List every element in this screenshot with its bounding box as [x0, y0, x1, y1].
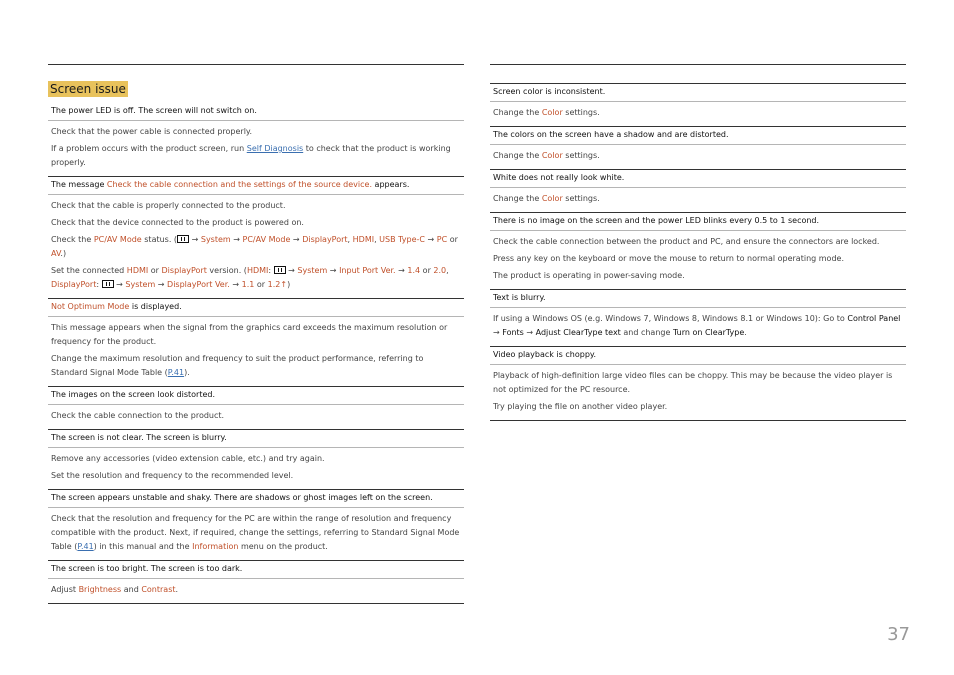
answer: Press any key on the keyboard or move the mouse to return to normal operating mode. [493, 254, 844, 263]
answer: This message appears when the signal from the graphics card exceeds the maximum resolution or frequency for the product. [51, 323, 448, 346]
menu-term: System [200, 235, 231, 244]
issue-question: The message Check the cable connection and the settings of the source device. appears. [48, 177, 464, 195]
self-diagnosis-link[interactable]: Self Diagnosis [246, 144, 304, 153]
issue-block [48, 561, 464, 604]
issue-answers [48, 579, 464, 603]
menu-term: HDMI [246, 266, 269, 275]
issue-question: White does not really look white. [490, 170, 906, 188]
answer: Change the Color settings. [493, 151, 600, 160]
menu-icon [274, 266, 286, 274]
issue-answers [490, 231, 906, 289]
issue-answers [48, 317, 464, 386]
page-number: 37 [887, 624, 910, 645]
message-text: Check the cable connection and the settings of the source device. [106, 180, 372, 189]
answer: Set the connected HDMI or DisplayPort version. (HDMI: → System → Input Port Ver. → 1.4 or 2.0, DisplayPort: → System → DisplayPort Ver. → 1.1 or 1.2↑) [51, 266, 449, 289]
issue-answers [48, 121, 464, 176]
answer: Try playing the file on another video player. [493, 402, 668, 411]
issue-block [490, 347, 906, 421]
section-title: Screen issue [50, 82, 126, 96]
issue-block [48, 177, 464, 299]
page-link[interactable]: P.41 [77, 542, 94, 551]
answer: Change the maximum resolution and frequency to suit the product performance, referring to Standard Signal Mode Table (P.41). [51, 354, 424, 377]
menu-term: Color [541, 108, 563, 117]
menu-term: DisplayPort Ver. [167, 280, 230, 289]
issue-block [490, 127, 906, 170]
issue-question: There is no image on the screen and the power LED blinks every 0.5 to 1 second. [490, 213, 906, 231]
answer: Check that the resolution and frequency for the PC are within the range of resolution and frequency compatible with the product. Next, if required, change the settings, referring to Standard Signal Mode Table (P.41) in this manual and the Information menu on the product. [51, 514, 460, 551]
issue-answers [490, 188, 906, 212]
menu-term: Input Port Ver. [339, 266, 396, 275]
issue-block [490, 213, 906, 290]
issue-answers [48, 508, 464, 560]
issue-question: Text is blurry. [490, 290, 906, 308]
issue-block [490, 170, 906, 213]
os-term: Fonts [502, 328, 524, 337]
issue-block [48, 430, 464, 490]
right-column [490, 64, 906, 421]
answer: Playback of high-definition large video files can be choppy. This may be because the video player is not optimized for the PC resource. [493, 371, 893, 394]
issue-answers [490, 308, 906, 346]
menu-term: Contrast [141, 585, 176, 594]
os-term: Control Panel [847, 314, 901, 323]
menu-term: PC/AV Mode [93, 235, 142, 244]
answer: Adjust Brightness and Contrast. [51, 585, 179, 594]
menu-icon [177, 235, 189, 243]
menu-icon [102, 280, 114, 288]
answer: Check the cable connection to the product. [51, 411, 225, 420]
issue-question: The screen is not clear. The screen is blurry. [48, 430, 464, 448]
answer: Change the Color settings. [493, 194, 600, 203]
issue-question: The screen appears unstable and shaky. There are shadows or ghost images left on the screen. [48, 490, 464, 508]
answer: Check the PC/AV Mode status. ( → System → PC/AV Mode → DisplayPort, HDMI, USB Type-C → PC or AV.) [51, 235, 458, 258]
menu-term: Brightness [78, 585, 122, 594]
issue-answers [490, 102, 906, 126]
menu-term: 2.0 [433, 266, 447, 275]
menu-term: System [125, 280, 156, 289]
menu-term: DisplayPort [51, 280, 97, 289]
menu-term: 1.2↑ [267, 280, 288, 289]
issue-block [490, 84, 906, 127]
issue-answers [490, 365, 906, 420]
issue-block [490, 290, 906, 347]
issue-block [48, 490, 464, 561]
menu-term: Information [192, 542, 239, 551]
issue-answers [48, 405, 464, 429]
issue-answers [490, 145, 906, 169]
menu-term: HDMI [126, 266, 149, 275]
issue-question: The screen is too bright. The screen is too dark. [48, 561, 464, 579]
menu-term: 1.4 [407, 266, 421, 275]
issue-question: Video playback is choppy. [490, 347, 906, 365]
menu-term: AV [51, 249, 61, 258]
answer: If a problem occurs with the product screen, run Self Diagnosis to check that the product is working properly. [51, 144, 451, 167]
answer: If using a Windows OS (e.g. Windows 7, Windows 8, Windows 8.1 or Windows 10): Go to Control Panel → Fonts → Adjust ClearType text and change Turn on ClearType. [493, 314, 901, 337]
menu-term: PC [436, 235, 448, 244]
issue-question: Screen color is inconsistent. [490, 84, 906, 102]
answer: The product is operating in power-saving mode. [493, 271, 685, 280]
menu-term: DisplayPort [302, 235, 348, 244]
issue-block [48, 103, 464, 177]
issue-question: The images on the screen look distorted. [48, 387, 464, 405]
menu-term: System [297, 266, 328, 275]
column-spacer [490, 65, 906, 84]
answer: Check that the cable is properly connected to the product. [51, 201, 286, 210]
issue-question: The colors on the screen have a shadow and are distorted. [490, 127, 906, 145]
menu-term: 1.1 [241, 280, 255, 289]
answer: Check the cable connection between the product and PC, and ensure the connectors are locked. [493, 237, 880, 246]
answer: Check that the device connected to the product is powered on. [51, 218, 304, 227]
answer: Remove any accessories (video extension cable, etc.) and try again. [51, 454, 325, 463]
issue-block [48, 387, 464, 430]
menu-term: USB Type-C [379, 235, 425, 244]
left-column [48, 64, 464, 604]
answer: Change the Color settings. [493, 108, 600, 117]
issue-question: Not Optimum Mode is displayed. [48, 299, 464, 317]
os-term: Adjust ClearType text [535, 328, 621, 337]
menu-term: PC/AV Mode [242, 235, 291, 244]
page-link[interactable]: P.41 [167, 368, 185, 377]
menu-term: DisplayPort [161, 266, 207, 275]
menu-term: Color [541, 194, 563, 203]
issue-block [48, 299, 464, 387]
issue-answers [48, 195, 464, 298]
menu-term: HDMI [352, 235, 375, 244]
os-term: Turn on ClearType [672, 328, 745, 337]
answer: Check that the power cable is connected properly. [51, 127, 253, 136]
issue-question: The power LED is off. The screen will not switch on. [48, 103, 464, 121]
answer: Set the resolution and frequency to the recommended level. [51, 471, 294, 480]
menu-term: Color [541, 151, 563, 160]
message-text: Not Optimum Mode [51, 302, 130, 311]
issue-answers [48, 448, 464, 489]
